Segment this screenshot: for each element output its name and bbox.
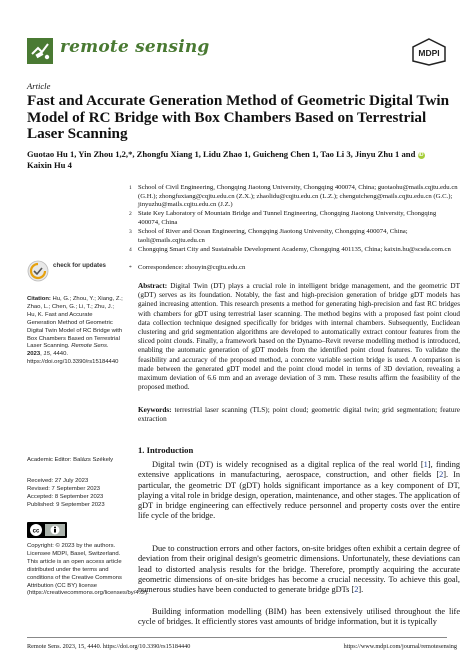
affiliation-1: 1 School of Civil Engineering, Chongqing Jiaotong University, Chongqing 400074, China; guotaohu@mails.cqjtu.edu.cn (G.H.); zhongfuxiang@cqjtu.edu.cn (Z.X.); zhaolidu@cqjtu.edu.cn (L.Z.); chenguicheng@mails.cqjtu.edu.cn (G.C.); jinyuzhu@mails.cqjtu.edu.cn (J.Z.) <box>129 184 458 208</box>
intro-paragraph-1: Digital twin (DT) is widely recognised as a digital replica of the real world [1], finding extensive applications in manufacturing, aerospace, construction, and other fields [2]. In particular, the geometric DT (gDT) holds significant importance as a key component of DT, playing a vital role in bridge design, operation, maintenance, and other stages. The application of gDT in bridge engineering can effectively reduce personnel and property costs over the entire life cycle of the bridge. <box>138 460 460 521</box>
citation-year: 2023 <box>27 351 41 358</box>
citation-page: 4440. <box>53 351 68 358</box>
authors-line-2: Kaixin Hu 4 <box>27 160 72 170</box>
published-date: Published: 9 September 2023 <box>27 501 105 508</box>
check-for-updates-badge[interactable] <box>27 258 127 284</box>
keywords-text: terrestrial laser scanning (TLS); point cloud; geometric digital twin; grid segmentation; feature extraction <box>138 406 460 424</box>
authors-line-1: Guotao Hu 1, Yin Zhou 1,2,*, Zhongfu Xiang 1, Lidu Zhao 1, Guicheng Chen 1, Tao Li 3, Jinyu Zhu 1 and <box>27 149 416 159</box>
publisher-label: MDPI <box>418 48 440 58</box>
page-footer <box>27 643 457 650</box>
academic-editor: Academic Editor: Balázs Székely <box>27 457 114 463</box>
section-heading-introduction: 1. Introduction <box>138 445 194 455</box>
received-date: Received: 27 July 2023 <box>27 478 89 484</box>
citation-journal: Remote Sens. <box>71 343 109 350</box>
author-list <box>27 149 457 171</box>
check-updates-icon <box>27 260 49 282</box>
citation-label: Citation: <box>27 296 51 302</box>
keywords <box>138 406 460 424</box>
journal-logo-icon <box>27 38 53 64</box>
keywords-label: Keywords: <box>138 406 172 414</box>
article-title: Fast and Accurate Generation Method of Geometric Digital Twin Model of RC Bridge with Box Chambers Based on Terrestrial Laser Scanning <box>27 92 450 143</box>
intro-paragraph-3: Building information modelling (BIM) has been extensively utilised throughout the life cycle of bridges. It efficiently stores vast amounts of bridge information, but it is typically <box>138 607 460 627</box>
check-updates-label: check for updates <box>53 262 106 269</box>
journal-name[interactable]: remote sensing <box>60 37 210 57</box>
abstract-text: Digital Twin (DT) plays a crucial role in intelligent bridge management, and the geometric DT (gDT) serves as its foundation. Notably, the fast and high-precision generation of bridge gDT models has gained increasing attention. This research presents a method for generating high-precision and fast RC bridges with chambers for gDT using terrestrial laser scanning. The method begins with a proposed fast point cloud data collection technique designed specifically for bridges with internal chambers. Subsequently, Euclidean clustering and grid segmentation algorithms are developed to automatically extract contour features from the sliced point clouds. Finally, a framework based on the Dynamo–Revit reverse modelling method is introduced, enabling the automatic generation of gDT models from the identified point cloud features. To validate the feasibility and accuracy of the proposed method, a concrete variable section bridge is used. A comparison is made between the generated gDT model and the point cloud model in terms of 3D deviation, revealing a maximum deviation of 6.6 mm and an average deviation of 3 mm. These results affirm the feasibility of the proposed method. <box>138 282 461 392</box>
copyright-notice: Copyright: © 2023 by the authors. Licensee MDPI, Basel, Switzerland. This article is an open access article distributed under the terms and conditions of the Creative Commons Attribution (CC BY) license (https://creativecommons.org/licenses/by/4.0/). <box>27 543 149 597</box>
orcid-icon[interactable]: iD <box>418 151 424 158</box>
reference-link[interactable]: 2 <box>354 585 359 595</box>
footer-journal-url[interactable]: https://www.mdpi.com/journal/remotesensing <box>343 643 457 650</box>
cc-by-license-icon[interactable] <box>27 522 67 538</box>
accepted-date: Accepted: 8 September 2023 <box>27 493 104 500</box>
abstract-label: Abstract: <box>138 282 168 290</box>
reference-link[interactable]: 1 <box>423 460 428 469</box>
dates-block <box>27 478 123 510</box>
footer-divider <box>27 637 447 638</box>
citation-block: Citation: Hu, G.; Zhou, Y.; Xiang, Z.; Zhao, L.; Chen, G.; Li, T.; Zhu, J.; Hu, K. Fast and Accurate Generation Method of Geometric Digital Twin Model of RC Bridge with Box Chambers Based on Terrestrial Laser Scanning. Remote Sens. 2023, 15, 4440. https://doi.org/10.3390/rs15184440 <box>27 296 123 366</box>
revised-date: Revised: 7 September 2023 <box>27 485 101 492</box>
affiliation-3: 3 School of River and Ocean Engineering, Chongqing Jiaotong University, Chongqing 400074, China; taoli@mails.cqjtu.edu.cn <box>129 228 408 244</box>
affiliation-2: 2 State Key Laboratory of Mountain Bridge and Tunnel Engineering, Chongqing Jiaotong University, Chongqing 400074, China <box>129 210 437 226</box>
reference-link[interactable]: 2 <box>439 470 444 480</box>
citation-doi[interactable]: https://doi.org/10.3390/rs15184440 <box>27 359 119 366</box>
svg-text:cc: cc <box>32 528 40 535</box>
abstract <box>138 282 460 392</box>
affiliation-4: 4 Chongqing Smart City and Sustainable Development Academy, Chongqing 401135, China; kaixin.hu@scsda.com.cn <box>129 246 451 253</box>
citation-volume: 15 <box>43 351 50 358</box>
mdpi-logo-icon[interactable] <box>411 38 447 66</box>
footer-citation[interactable]: Remote Sens. 2023, 15, 4440. https://doi.org/10.3390/rs15184440 <box>27 643 191 650</box>
correspondence: * Correspondence: zhouyin@cqjtu.edu.cn <box>129 264 246 271</box>
intro-paragraph-2: Due to construction errors and other factors, on-site bridges often exhibit a certain degree of deviation from their original design's geometric dimensions. Unfortunately, these deviations can lead to distorted analysis results for the bridge. Therefore, promptly acquiring the accurate geometric dimensions of on-site bridges has become a crucial necessity. To achieve this goal, numerous studies have been conducted to generate bridge gDTs [2]. <box>138 544 460 595</box>
article-type: Article <box>27 81 51 91</box>
